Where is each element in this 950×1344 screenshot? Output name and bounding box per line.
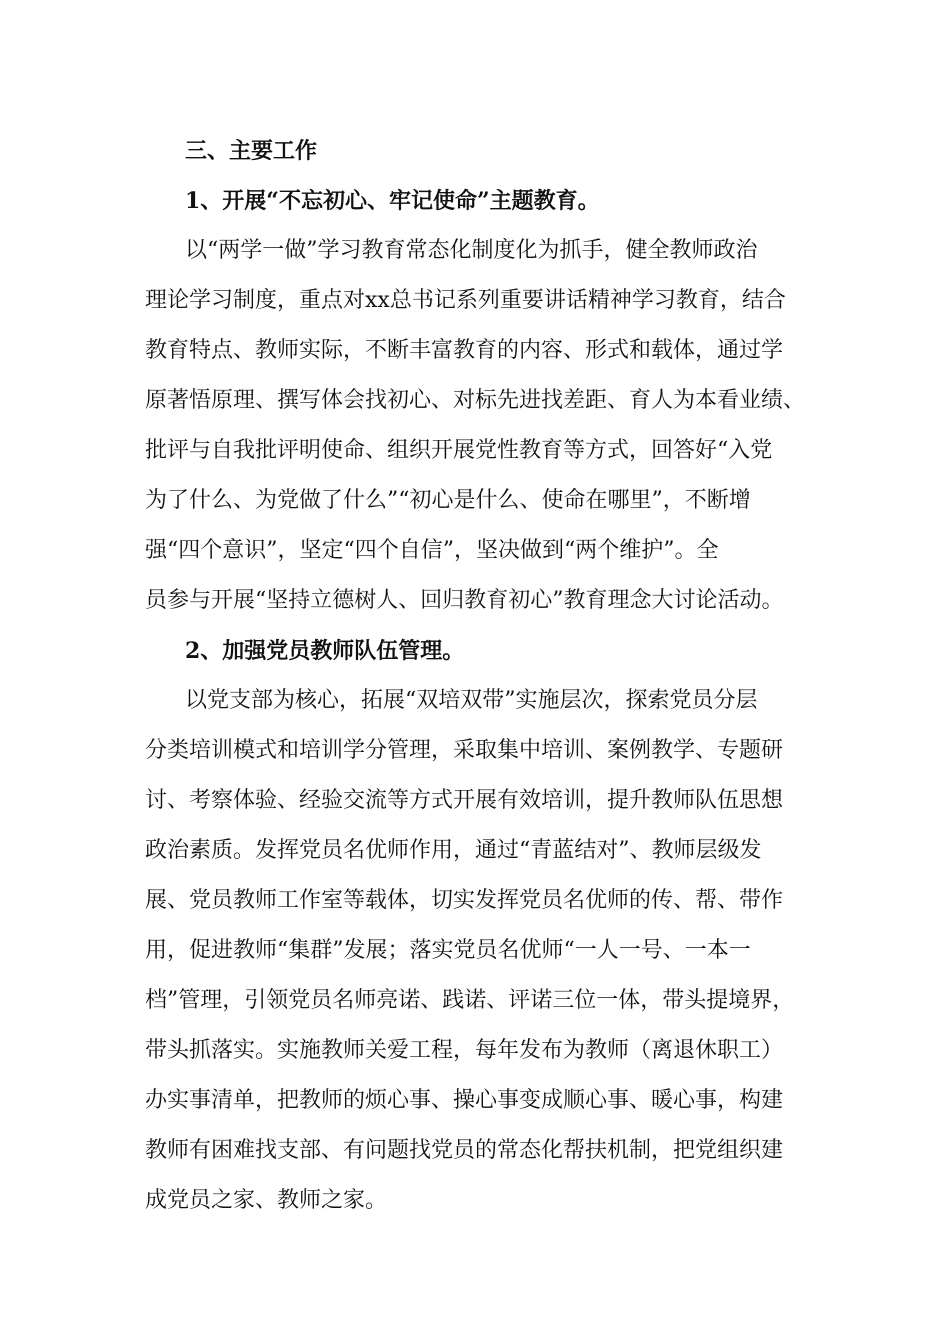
item1-line: 批评与自我批评明使命、组织开展党性教育等方式，回答好“入党 [145,438,773,463]
item2-line: 教师有困难找支部、有问题找党员的常态化帮扶机制，把党组织建 [145,1138,784,1163]
item1-line: 强“四个意识”，坚定“四个自信”，坚决做到“两个维护”。全 [145,538,719,563]
item2-line: 用，促进教师“集群”发展；落实党员名优师“一人一号、一本一 [145,938,751,963]
item2-line: 带头抓落实。实施教师关爱工程，每年发布为教师（离退休职工） [145,1038,784,1063]
item1-line: 教育特点、教师实际，不断丰富教育的内容、形式和载体，通过学 [145,338,784,363]
item2-line: 讨、考察体验、经验交流等方式开展有效培训，提升教师队伍思想 [145,788,784,813]
section-heading: 三、主要工作 [185,138,318,164]
item2-heading: 2、加强党员教师队伍管理。 [185,638,465,664]
item1-line: 原著悟原理、撰写体会找初心、对标先进找差距、育人为本看业绩、 [145,388,806,413]
item1-line: 以“两学一做”学习教育常态化制度化为抓手，健全教师政治 [185,238,758,263]
item2-line: 办实事清单，把教师的烦心事、操心事变成顺心事、暖心事，构建 [145,1088,784,1113]
item1-heading: 1、开展“不忘初心、牢记使命”主题教育。 [185,188,600,214]
item1-line: 理论学习制度，重点对xx总书记系列重要讲话精神学习教育，结合 [145,288,786,313]
item2-line: 档”管理，引领党员名师亮诺、践诺、评诺三位一体，带头提境界， [145,988,795,1013]
item2-line: 成党员之家、教师之家。 [145,1188,388,1213]
item2-line: 分类培训模式和培训学分管理，采取集中培训、案例教学、专题研 [145,738,784,763]
item1-line: 员参与开展“坚持立德树人、回归教育初心”教育理念大讨论活动。 [145,588,784,613]
item2-line: 政治素质。发挥党员名优师作用，通过“青蓝结对”、教师层级发 [145,838,762,863]
item1-line: 为了什么、为党做了什么”“初心是什么、使命在哪里”，不断增 [145,488,751,513]
item2-line: 展、党员教师工作室等载体，切实发挥党员名优师的传、帮、带作 [145,888,784,913]
item2-line: 以党支部为核心，拓展“双培双带”实施层次，探索党员分层 [185,688,758,713]
